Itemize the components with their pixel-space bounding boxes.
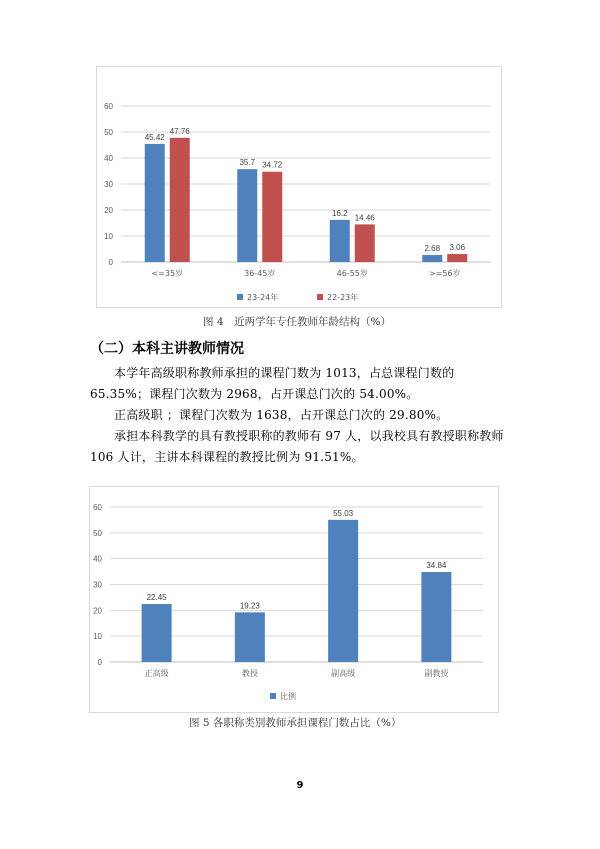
bar-series-1 [422, 255, 442, 262]
paragraph-1: 本学年高级职称教师承担的课程门数为 1013，占总课程门数的 65.35%；课程门次数为 2968，占开课总门次的 54.00%。 [90, 366, 455, 401]
legend-label: 比例 [280, 692, 296, 701]
legend-swatch [317, 294, 323, 300]
title-category-chart [89, 486, 499, 713]
data-label: 34.84 [426, 560, 447, 570]
y-tick-label: 50 [104, 128, 113, 137]
data-label: 2.68 [424, 244, 441, 254]
bar-series-2 [262, 172, 282, 262]
data-label: 3.06 [449, 243, 466, 253]
y-tick-label: 50 [93, 528, 102, 538]
y-tick-label: 10 [93, 632, 102, 642]
section-heading: （二）本科主讲教师情况 [90, 341, 244, 357]
y-tick-label: 60 [93, 503, 102, 512]
age-structure-chart-svg [97, 67, 501, 307]
figure5-caption: 图 5 各职称类别教师承担课程门数占比（%） [189, 717, 402, 729]
y-tick-label: 20 [104, 206, 113, 215]
legend-swatch [237, 294, 243, 300]
bar-series-2 [447, 254, 467, 262]
data-label: 16.2 [331, 208, 348, 218]
x-category-label: 副教授 [424, 669, 449, 678]
data-label: 35.7 [239, 158, 256, 168]
data-label: 19.23 [239, 601, 260, 611]
data-label: 34.72 [262, 160, 283, 170]
x-category-label: 46-55岁 [336, 269, 368, 278]
x-category-label: 教授 [241, 669, 258, 678]
legend-label: 23-24年 [247, 293, 279, 302]
x-category-label: 副高级 [331, 669, 356, 678]
data-label: 45.42 [144, 132, 165, 142]
bar-series-2 [170, 138, 190, 262]
y-tick-label: 30 [104, 180, 113, 189]
y-tick-label: 0 [108, 258, 113, 267]
bar-series-1 [328, 520, 358, 662]
x-category-label: 正高级 [144, 669, 169, 678]
legend-swatch [270, 693, 276, 699]
x-category-label: 36-45岁 [244, 269, 276, 278]
y-tick-label: 40 [93, 554, 102, 564]
data-label: 14.46 [354, 213, 375, 223]
data-label: 55.03 [333, 508, 354, 518]
legend-label: 22-23年 [327, 293, 359, 302]
paragraph-2: 正高级职 ；课程门次数为 1638，占开课总门次的 29.80%。 [114, 408, 449, 422]
y-tick-label: 30 [93, 580, 102, 590]
data-label: 47.76 [169, 126, 190, 136]
x-category-label: <=35岁 [151, 269, 184, 278]
bar-series-2 [355, 224, 375, 262]
y-tick-label: 0 [97, 658, 102, 667]
y-tick-label: 10 [104, 232, 113, 241]
y-tick-label: 40 [104, 154, 113, 163]
bar-series-1 [145, 144, 165, 262]
paragraph-3: 承担本科教学的具有教授职称的教师有 97 人，以我校具有教授职称教师 106 人计，主讲本科课程的教授比例为 91.51%。 [90, 429, 504, 464]
x-category-label: >=56岁 [428, 269, 461, 278]
bar-series-1 [235, 612, 265, 662]
title-category-chart-svg [90, 487, 498, 712]
age-structure-chart [96, 66, 502, 308]
bar-series-1 [142, 604, 172, 662]
page-number: 9 [296, 780, 304, 791]
bar-series-1 [421, 572, 451, 662]
figure4-caption: 图 4 近两学年专任教师年龄结构（%） [203, 316, 391, 328]
y-tick-label: 20 [93, 606, 102, 616]
y-tick-label: 60 [104, 102, 113, 111]
bar-series-1 [237, 169, 257, 262]
bar-series-1 [330, 220, 350, 262]
data-label: 22.45 [146, 593, 167, 603]
